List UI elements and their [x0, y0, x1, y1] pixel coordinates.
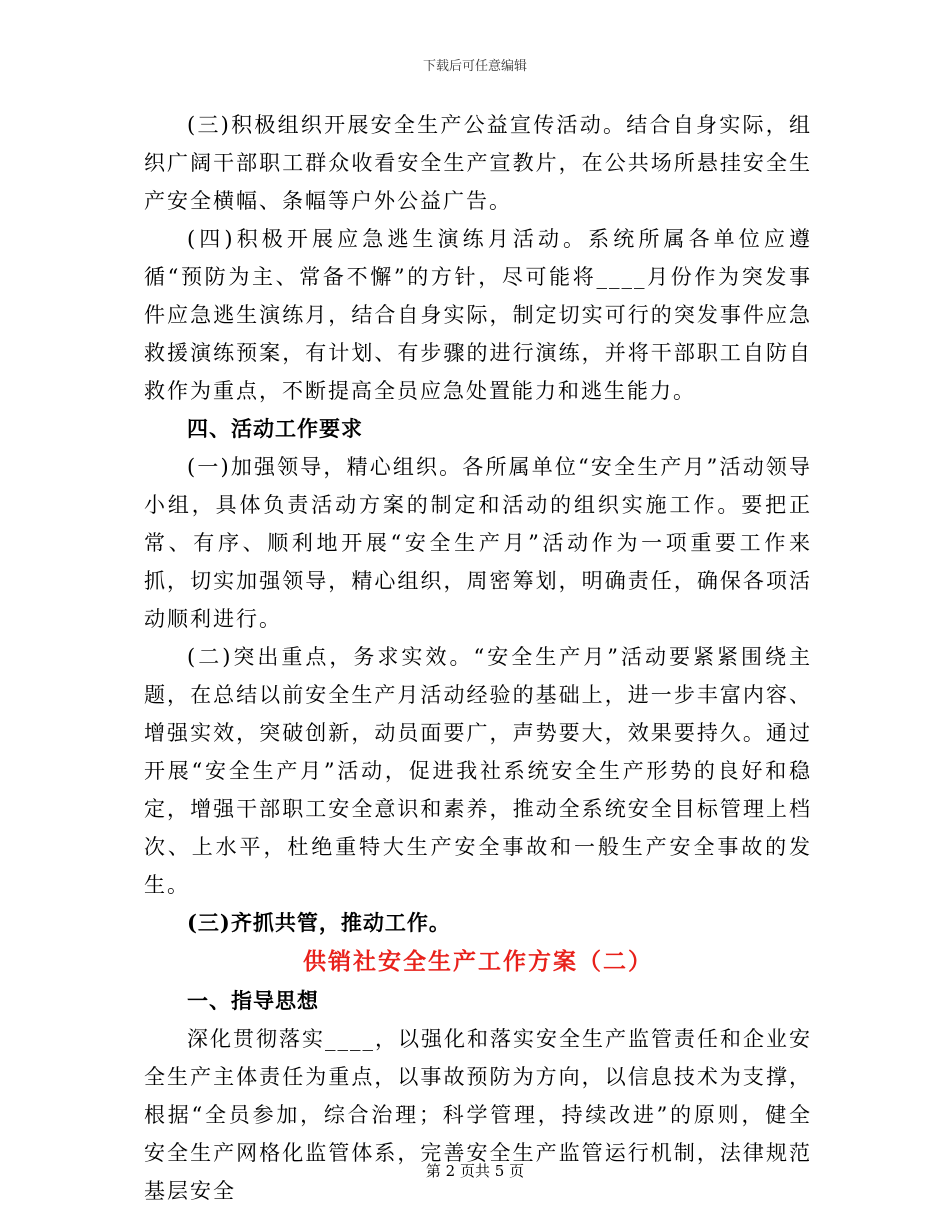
section-heading-guiding-thought: 一、指导思想: [187, 988, 319, 1013]
subheading-joint-management: (三)齐抓共管，推动工作。: [187, 910, 451, 935]
paragraph-drill-month: (四)积极开展应急逃生演练月活动。系统所属各单位应遵循“预防为主、常备不懈”的方针，尽可能将____月份作为突发事件应急逃生演练月，结合自身实际，制定切实可行的突发事件应急救援演练预案，有计划、有步骤的进行演练，并将干部职工自防自救作为重点，不断提高全员应急处置能力和逃生能力。: [144, 227, 812, 403]
document-body: [144, 106, 812, 1210]
section-heading-requirements: 四、活动工作要求: [187, 416, 363, 441]
paragraph-publicity: (三)积极组织开展安全生产公益宣传活动。结合自身实际，组织广阔干部职工群众收看安全生产宣教片，在公共场所悬挂安全生产安全横幅、条幅等户外公益广告。: [144, 113, 812, 213]
paragraph-leadership: (一)加强领导，精心组织。各所属单位“安全生产月”活动领导小组，具体负责活动方案的制定和活动的组织实施工作。要把正常、有序、顺利地开展“安全生产月”活动作为一项重要工作来抓，切实加强领导，精心组织，周密筹划，明确责任，确保各项活动顺利进行。: [144, 455, 812, 631]
paragraph-focus: (二)突出重点，务求实效。“安全生产月”活动要紧紧围绕主题，在总结以前安全生产月活动经验的基础上，进一步丰富内容、增强实效，突破创新，动员面要广，声势要大，效果要持久。通过开展“安全生产月”活动，促进我社系统安全生产形势的良好和稳定，增强干部职工安全意识和素养，推动全系统安全目标管理上档次、上水平，杜绝重特大生产安全事故和一般生产安全事故的发生。: [144, 645, 812, 897]
document-title-part-two: 供销社安全生产工作方案（二）: [303, 948, 653, 975]
page-footer: 第 2 页共 5 页: [425, 1162, 525, 1180]
page-header: 下载后可任意编辑: [422, 59, 527, 74]
paragraph-guiding-thought: 深化贯彻落实____，以强化和落实安全生产监管责任和企业安全生产主体责任为重点，以事故预防为方向，以信息技术为支撑，根据“全员参加，综合治理；科学管理，持续改进”的原则，健全安全生产网格化监管体系，完善安全生产监管运行机制，法律规范基层安全: [144, 1027, 812, 1203]
